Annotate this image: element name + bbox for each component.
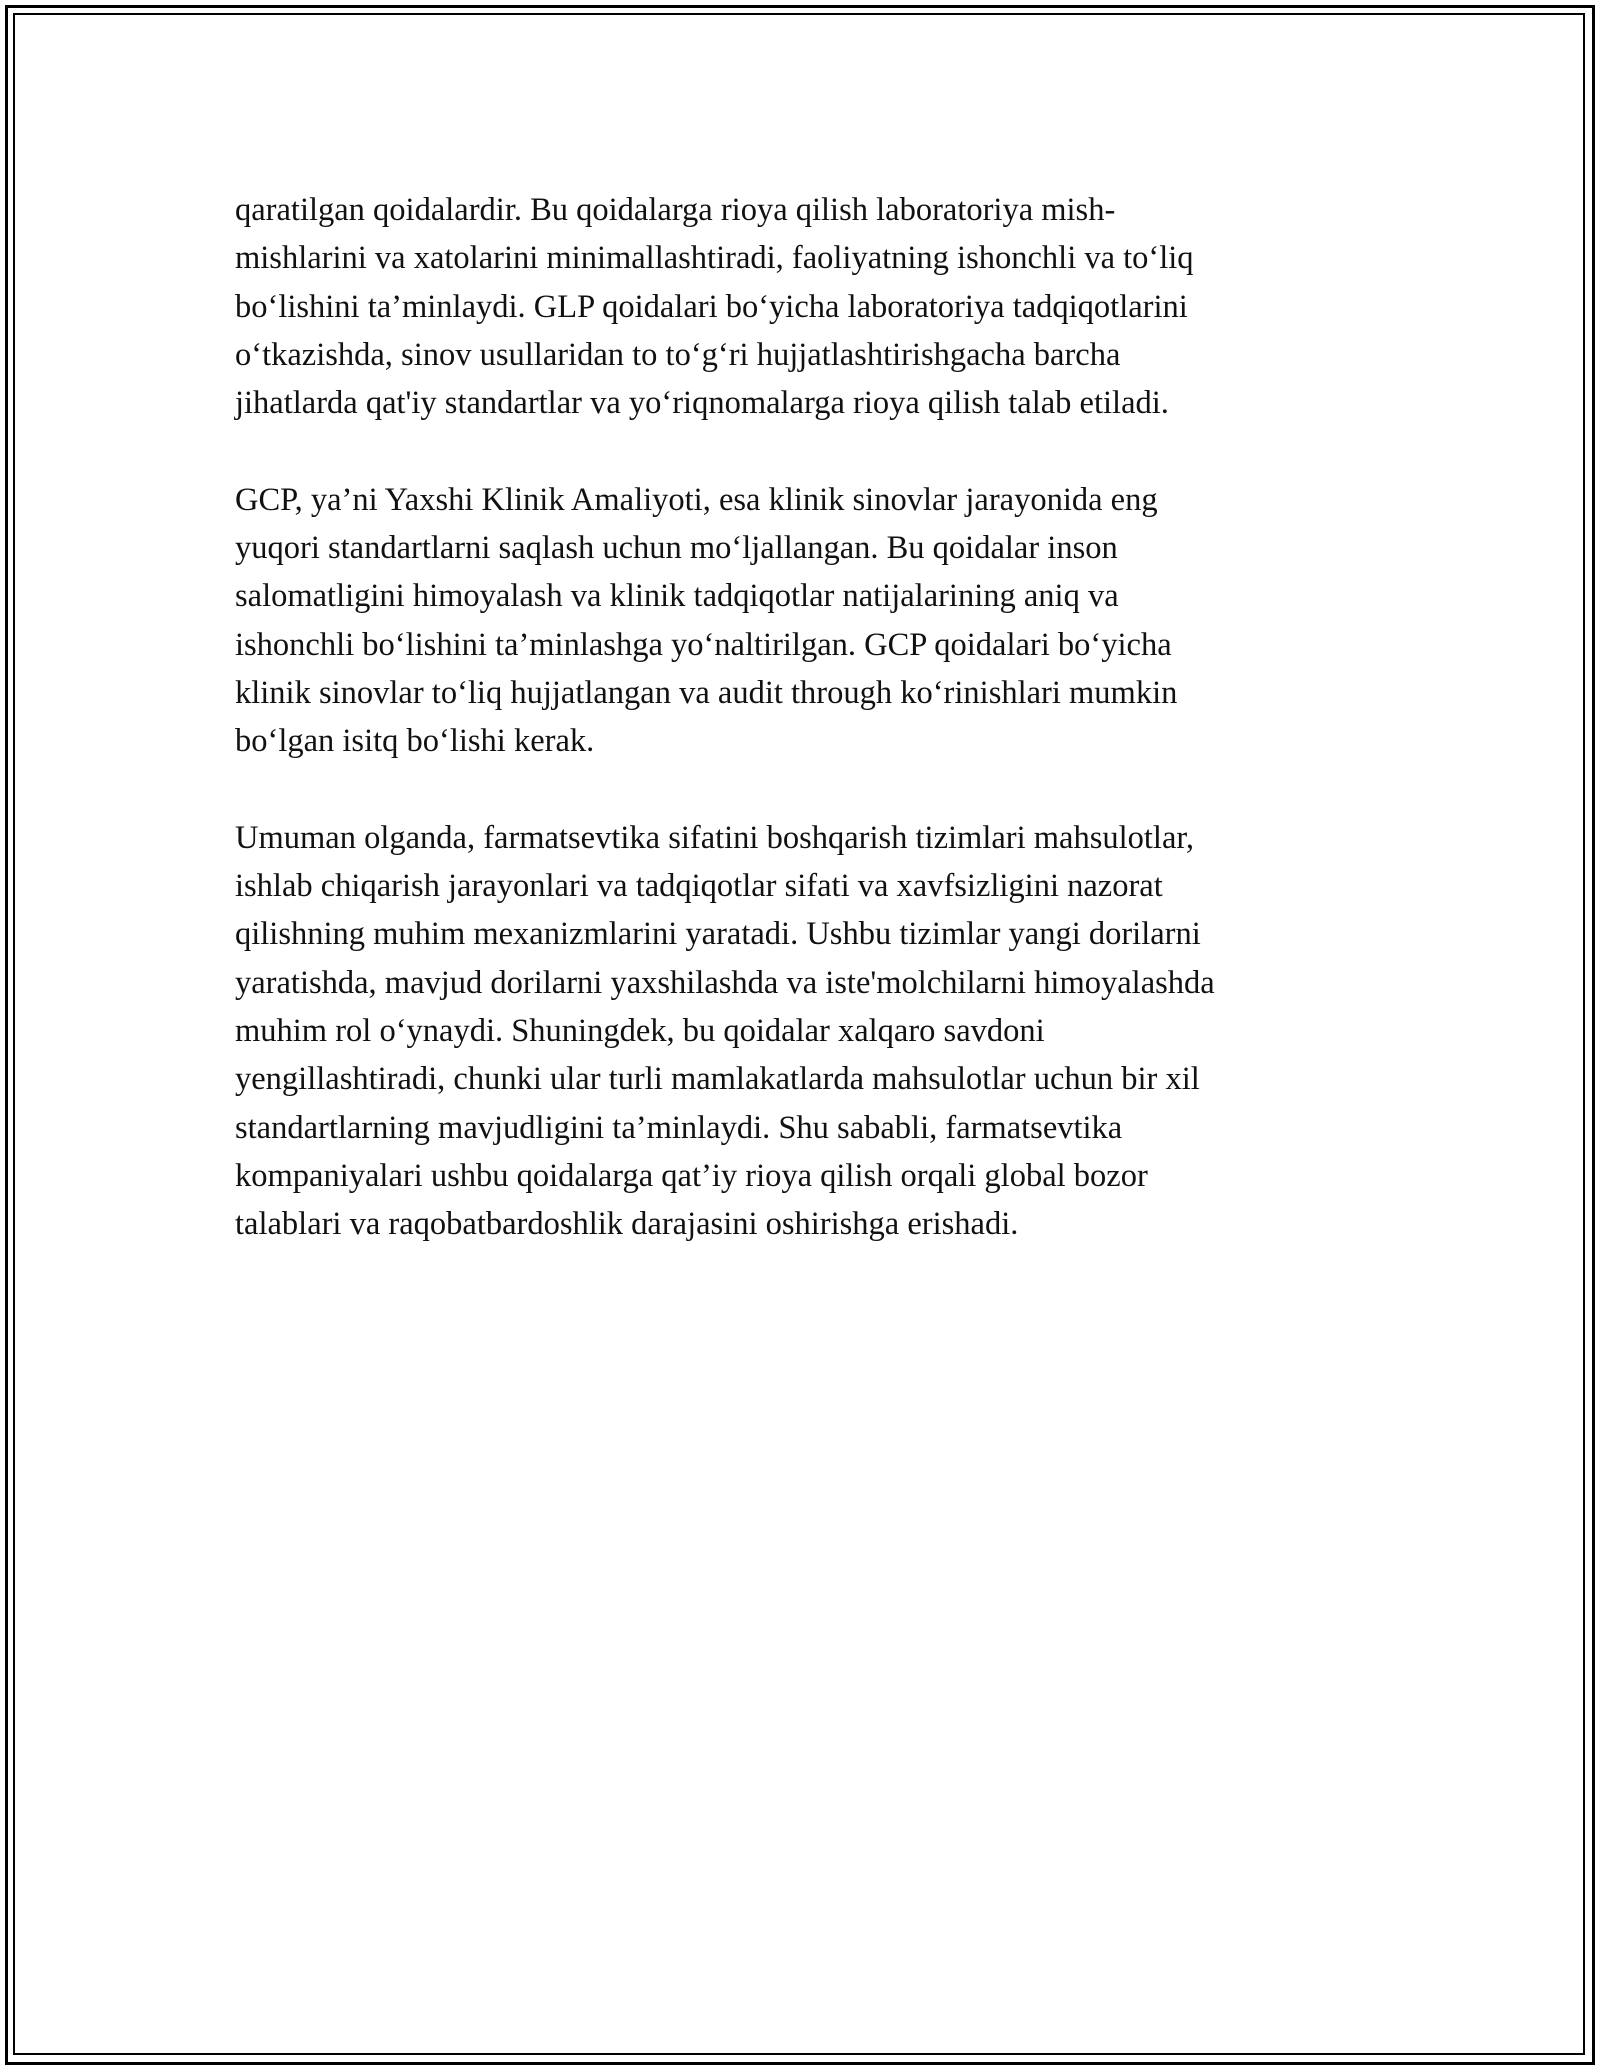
document-body <box>235 186 1365 1297</box>
paragraph-gcp: GCP, ya’ni Yaxshi Klinik Amaliyoti, esa klinik sinovlar jarayonida eng yuqori standartlarni saqlash uchun mo‘ljallangan. Bu qoidalar inson salomatligini himoyalash va klinik tadqiqotlar natijalarining aniq va ishonchli bo‘lishini ta’minlashga yo‘naltirilgan. GCP qoidalari bo‘yicha klinik sinovlar to‘liq hujjatlangan va audit through ko‘rinishlari mumkin bo‘lgan isitq bo‘lishi kerak. <box>235 481 1178 760</box>
paragraph-glp: qaratilgan qoidalardir. Bu qoidalarga rioya qilish laboratoriya mish- mishlarini va xatolarini minimallashtiradi, faoliyatning ishonchli va to‘liq bo‘lishini ta’minlaydi. GLP qoidalari bo‘yicha laboratoriya tadqiqotlarini o‘tkazishda, sinov usullaridan to to‘g‘ri hujjatlashtirishgacha barcha jihatlarda qat'iy standartlar va yo‘riqnomalarga rioya qilish talab etiladi. <box>235 192 1194 422</box>
paragraph-summary: Umuman olganda, farmatsevtika sifatini boshqarish tizimlari mahsulotlar, ishlab chiqarish jarayonlari va tadqiqotlar sifati va xavfsizligini nazorat qilishning muhim mexanizmlarini yaratadi. Ushbu tizimlar yangi dorilarni yaratishda, mavjud dorilarni yaxshilashda va iste'molchilarni himoyalashda muhim rol o‘ynaydi. Shuningdek, bu qoidalar xalqaro savdoni yengillashtiradi, chunki ular turli mamlakatlarda mahsulotlar uchun bir xil standartlarning mavjudligini ta’minlaydi. Shu sababli, farmatsevtika kompaniyalari ushbu qoidalarga qat’iy rioya qilish orqali global bozor talablari va raqobatbardoshlik darajasini oshirishga erishadi. <box>235 819 1215 1243</box>
